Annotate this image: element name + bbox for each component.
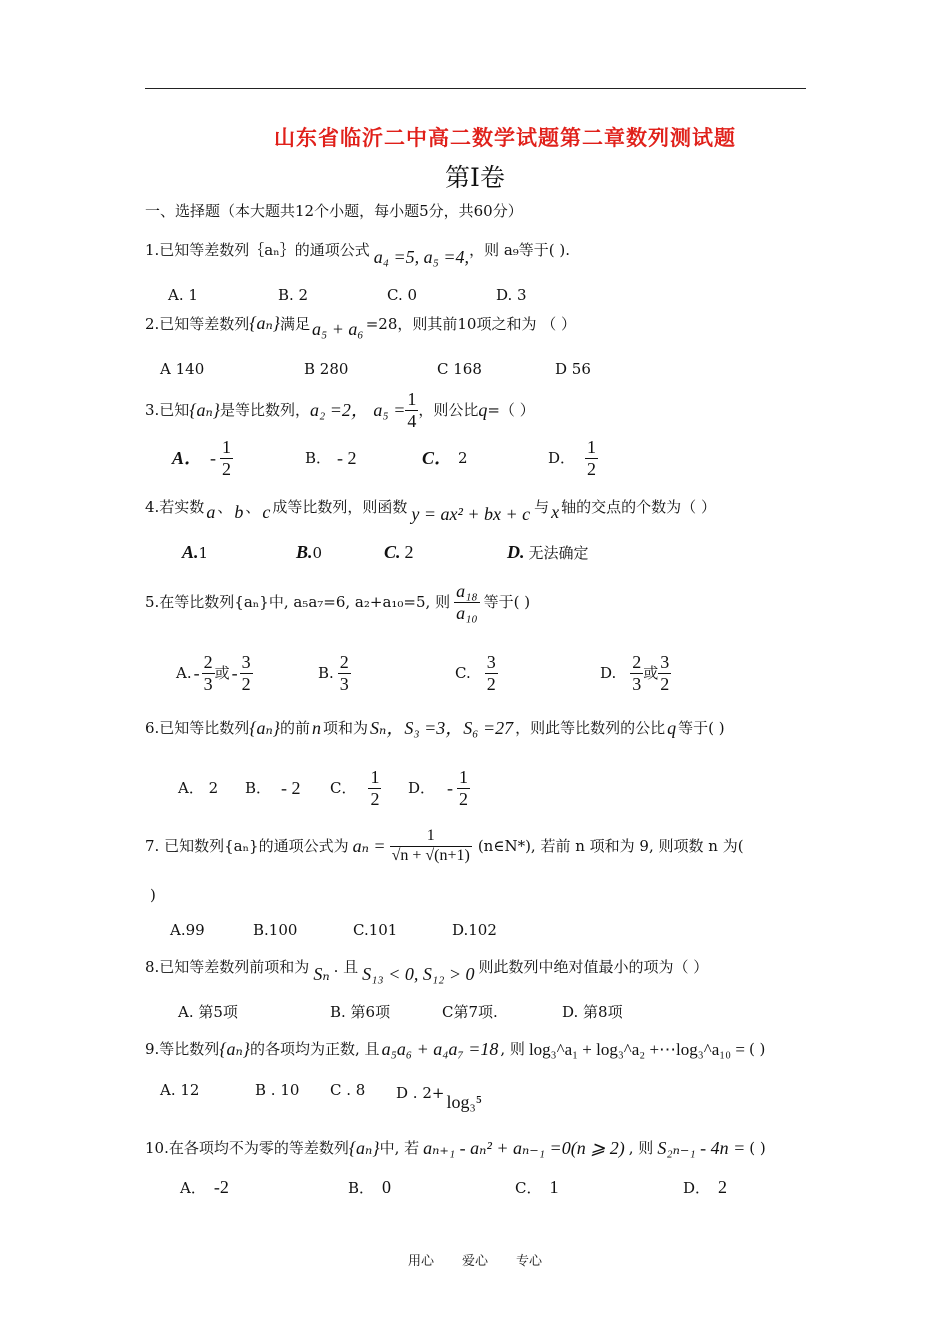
footer-item: 专心 [516,1254,543,1269]
q7-stem: 7. 已知数列{aₙ}的通项公式为 [145,836,349,855]
q8-stem: 8.已知等差数列前项和为 [145,958,310,976]
q7-tail: (n∈N*), 若前 n 项和为 9, 则项数 n 为( [477,836,744,855]
q9-option-c: C . 8 [330,1081,366,1099]
q1-option-a: A. 1 [168,286,198,304]
q3-option-d: D． 1 2 [548,436,597,479]
q2-tail: =28，则其前10项之和为 （ ） [365,315,576,333]
q3-seq: {aₙ} [189,400,221,420]
q7-close: ) [150,886,156,904]
q8-option-c: C第7项. [442,1003,498,1021]
q5-fraction: a₁₈ a₁₀ [456,580,478,623]
q8-option-b: B. 第6项 [330,1003,391,1021]
q9-option-d: D . 2+ log₃⁵ [396,1084,483,1112]
header-rule [145,88,806,89]
q10-option-c: C． 1 [515,1177,559,1197]
q3-tail2: =（ ） [487,400,535,419]
q6-option-d: D． - 1 2 [408,766,469,809]
page-title: 山东省临沂二中高二数学试题第二章数列测试题 [274,126,736,150]
q4-stem: 4.若实数 [145,498,205,516]
q4-option-d: D. 无法确定 [507,542,589,562]
q3-option-c: C． 2 [422,448,468,468]
q2-seq: {aₙ} [249,313,281,333]
q9-option-a: A. 12 [160,1081,200,1099]
footer-item: 爱心 [461,1254,488,1269]
q3-option-b: B． - 2 [305,448,357,468]
q5-option-c: C. 3 2 [455,651,496,694]
q9-log-sum: log₃^a₁ + log₃^a₂ +⋯log₃^a₁₀ = [528,1039,745,1059]
q7-option-c: C.101 [353,921,398,939]
question-4: 4.若实数 a 、 b 、 c 成等比数列，则函数 y = ax² + bx + c 与 x 轴的交点的个数为（ ） [145,498,716,524]
q3-math: a₂ =2， a₅ = [310,400,406,420]
q4-option-c: C. 2 [384,542,414,562]
q5-option-b: B. 2 3 [318,651,349,694]
question-8: 8.已知等差数列前项和为 Sₙ . 且 S₁₃ < 0, S₁₂ > 0 则此数列中绝对值最小的项为（ ） [145,958,709,984]
q4-mid: 成等比数列，则函数 [272,498,408,516]
q1-option-d: D. 3 [496,286,527,304]
q4-tail: 轴的交点的个数为（ ） [561,498,716,516]
q2-stem: 2.已知等差数列 [145,315,250,333]
q2-option-a: A 140 [160,360,205,378]
question-1 [145,240,571,267]
q7-fraction: $\frac{1}{√n + √(n+1)}$ [391,827,470,864]
q1-math: a₄ =5, a₅ =4, [373,247,470,267]
q3-option-a: A． - 1 2 [172,436,232,479]
q10-math: aₙ₊₁ - aₙ² + aₙ₋₁ =0(n ⩾ 2) [423,1138,625,1158]
q10-option-d: D． 2 [683,1177,728,1197]
q1-option-b: B. 2 [278,286,309,304]
q6-option-b: B． - 2 [245,778,301,798]
q1-stem: 1.已知等差数列｛aₙ｝的通项公式 [145,241,370,259]
q6-option-c: C． 1 2 [330,766,380,809]
q5-option-d: D. 2 3 或 3 2 [600,651,670,694]
q3-q: q [478,400,488,420]
q10-option-b: B． 0 [348,1177,392,1197]
q4-option-a: A.1 [182,542,209,562]
question-7: 7. 已知数列{aₙ}的通项公式为 aₙ = $\frac{1}{√n + √(n+1)}$ (n∈N*), 若前 n 项和为 9, 则项数 n 为( [145,827,744,864]
question-6: 6.已知等比数列 {aₙ} 的前 n 项和为 Sₙ，S₃ =3，S₆ =27 ，则此等比数列的公比 q 等于( ) [145,718,725,738]
page-footer [0,1250,950,1269]
q3-stem: 3.已知 [145,400,190,419]
q9-stem: 9.等比数列 [145,1039,220,1058]
q4-option-b: B.0 [296,542,323,562]
q3-tail: ，则公比 [418,400,479,419]
q8-option-a: A. 第5项 [178,1003,238,1021]
question-10: 10.在各项均不为零的等差数列 {aₙ} 中, 若 aₙ₊₁ - aₙ² + aₙ₋₁ =0(n ⩾ 2) , 则 S₂ₙ₋₁ - 4n = ( ) [145,1138,766,1158]
question-9: 9.等比数列 {aₙ} 的各项均为正数, 且 a₅a₆ + a₄a₇ =18 , 则 log₃^a₁ + log₃^a₂ +⋯log₃^a₁₀ = ( ) [145,1039,766,1059]
q9-option-b: B . 10 [255,1081,300,1099]
q2-math: a₅ + a₆ [312,319,364,339]
q5-tail: 等于( ) [483,592,531,611]
q6-option-a: A． 2 [178,778,219,797]
q2-option-d: D 56 [555,360,591,378]
volume-heading: 第Ⅰ卷 [445,163,505,192]
q8-tail: 则此数列中绝对值最小的项为（ ） [478,958,709,976]
q5-option-a: A. - 2 3 或 - 3 2 [176,651,251,694]
q8-option-d: D. 第8项 [562,1003,623,1021]
q6-stem: 6.已知等比数列 [145,718,250,737]
q7-option-a: A.99 [170,921,205,939]
question-2 [145,313,576,339]
q2-mid: 满足 [280,315,311,333]
q6-math: Sₙ，S₃ =3，S₆ =27 [370,718,514,738]
q10-option-a: A． -2 [180,1177,229,1197]
footer-item: 用心 [407,1254,434,1269]
q8-math: S₁₃ < 0, S₁₂ > 0 [362,964,475,984]
q7-option-b: B.100 [253,921,298,939]
q7-option-d: D.102 [452,921,497,939]
q4-math: y = ax² + bx + c [411,504,531,524]
question-3 [145,386,535,434]
q1-tail: ，则 a₉等于( ). [469,241,571,259]
section-heading: 一、选择题（本大题共12个小题，每小题5分，共60分） [145,202,523,220]
q2-option-c: C 168 [437,360,482,378]
q2-option-b: B 280 [304,360,349,378]
q3-fraction: $\frac{1}{4}$ [407,388,417,431]
q3-mid: 是等比数列， [220,400,311,419]
q1-option-c: C. 0 [387,286,418,304]
q5-stem: 5.在等比数列{aₙ}中, a₅a₇=6, a₂+a₁₀=5, 则 [145,592,451,611]
q10-math2: S₂ₙ₋₁ - 4n = [657,1138,746,1158]
q10-stem: 10.在各项均不为零的等差数列 [145,1138,349,1157]
q9-math: a₅a₆ + a₄a₇ =18 [381,1039,499,1059]
question-5 [145,578,530,626]
